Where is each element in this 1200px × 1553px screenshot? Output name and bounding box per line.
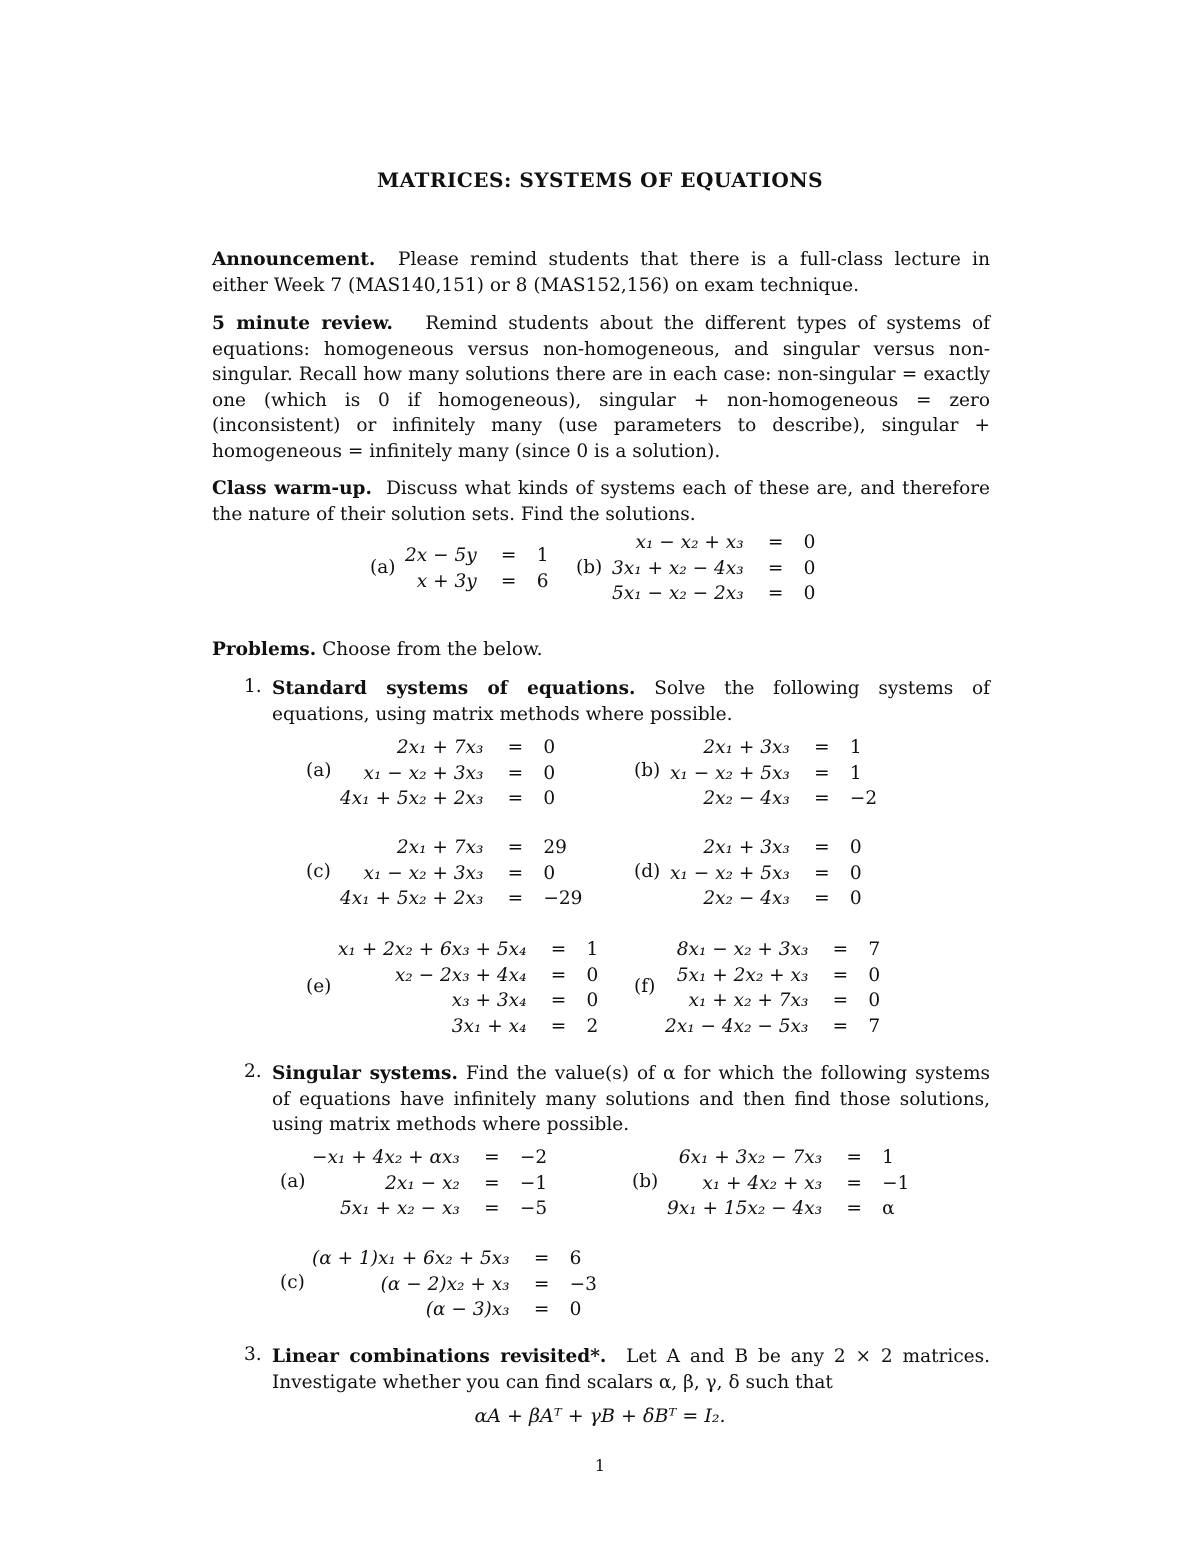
equation-lhs: 5x₁ + 2x₂ + x₃ — [676, 964, 809, 986]
problem-2-body: Find the value(s) of α for which the following systems of equations have infinitely many solutions and then find those solutions, using matrix methods where possible. — [272, 1063, 990, 1135]
equation-lhs: x₁ − x₂ + 5x₃ — [670, 762, 790, 784]
problem-1-body: Solve the following systems of equations, using matrix methods where possible. — [272, 678, 990, 725]
equation-rhs: 0 — [543, 788, 556, 809]
warmup-system-a — [405, 543, 548, 594]
equation-rhs: 0 — [543, 862, 556, 884]
equation-rhs: 0 — [543, 737, 556, 758]
equation-equals: = — [550, 964, 567, 986]
problem-2-heading: Singular systems. — [272, 1063, 458, 1084]
equation-row — [612, 581, 815, 607]
equation-rhs: 0 — [868, 964, 881, 986]
equation-row — [340, 735, 555, 761]
equation-rhs: 0 — [803, 557, 816, 579]
p2-system-c — [312, 1246, 597, 1323]
problem-2-text — [272, 1061, 990, 1138]
problem-3-body: Let A and B be any 2 × 2 matrices. Investigate whether you can find scalars α, β, γ, δ such that — [272, 1346, 991, 1393]
equation-lhs: 3x₁ + x₂ − 4x₃ — [612, 557, 744, 579]
equation-equals: = — [484, 1198, 500, 1219]
equation-row — [667, 1145, 909, 1171]
equation-rhs: 0 — [868, 990, 881, 1011]
equation-lhs: 2x₂ − 4x₃ — [703, 788, 790, 809]
equation-lhs: 2x₂ − 4x₃ — [703, 888, 790, 909]
equation-rhs: −1 — [519, 1172, 548, 1194]
review-heading: 5 minute review. — [212, 313, 393, 334]
p2-c-label: (c) — [280, 1272, 305, 1293]
equation-row — [670, 735, 877, 761]
equation-rhs: −2 — [849, 788, 878, 809]
equation-lhs: 2x₁ + 7x₃ — [396, 737, 484, 758]
equation-row — [665, 988, 880, 1014]
equation-equals: = — [484, 1147, 500, 1168]
equation-row — [670, 835, 862, 861]
equation-equals: = — [814, 888, 830, 909]
equation-row — [338, 937, 598, 963]
equation-equals: = — [846, 1198, 862, 1219]
equation-rhs: −2 — [519, 1147, 548, 1168]
equation-row — [667, 1196, 909, 1222]
equation-lhs: 4x₁ + 5x₂ + 2x₃ — [340, 788, 484, 809]
equation-lhs: (α + 1)x₁ + 6x₂ + 5x₃ — [312, 1248, 510, 1269]
problem-3-equation: αA + βAᵀ + γB + δBᵀ = I₂. — [474, 1405, 726, 1427]
equation-row — [405, 543, 548, 569]
equation-equals: = — [832, 939, 849, 960]
equation-lhs: 3x₁ + x₄ — [451, 1015, 527, 1037]
equation-row — [338, 1014, 598, 1040]
equation-row — [312, 1196, 547, 1222]
equation-equals: = — [767, 557, 784, 579]
equation-row — [405, 569, 548, 595]
equation-lhs: x₁ − x₂ + 5x₃ — [670, 862, 790, 884]
equation-rhs: 1 — [849, 762, 862, 784]
equation-row — [612, 556, 815, 582]
problem-1-number: 1. — [244, 676, 262, 697]
problem-3-text — [272, 1344, 990, 1395]
equation-rhs: 0 — [803, 532, 816, 553]
equation-lhs: x₁ + 2x₂ + 6x₃ + 5x₄ — [338, 939, 527, 960]
equation-row — [665, 963, 880, 989]
equation-lhs: −x₁ + 4x₂ + αx₃ — [312, 1147, 460, 1168]
p1-system-a — [340, 735, 555, 812]
equation-lhs: (α − 3)x₃ — [425, 1299, 510, 1320]
equation-equals: = — [550, 990, 567, 1011]
problem-1-heading: Standard systems of equations. — [272, 678, 636, 699]
equation-rhs: 0 — [849, 888, 862, 909]
p1-a-label: (a) — [306, 760, 332, 781]
p1-f-label: (f) — [634, 976, 656, 997]
equation-row — [312, 1297, 597, 1323]
warmup-b-label: (b) — [576, 557, 603, 578]
review-paragraph — [212, 311, 990, 464]
equation-rhs: 0 — [803, 583, 816, 604]
p1-system-c — [340, 835, 582, 912]
p1-e-label: (e) — [306, 976, 332, 997]
warmup-paragraph — [212, 476, 990, 527]
equation-rhs: 1 — [882, 1147, 894, 1168]
equation-rhs: 1 — [586, 939, 599, 960]
system-table — [665, 937, 880, 1039]
equation-lhs: 6x₁ + 3x₂ − 7x₃ — [678, 1147, 823, 1168]
system-table — [340, 735, 555, 812]
equation-lhs: x + 3y — [416, 570, 477, 592]
equation-equals: = — [500, 570, 517, 592]
announcement-paragraph — [212, 247, 990, 298]
p2-system-a — [312, 1145, 547, 1222]
equation-row — [340, 861, 582, 887]
equation-rhs: 7 — [868, 939, 881, 960]
equation-equals: = — [507, 737, 524, 758]
equation-rhs: −5 — [519, 1198, 548, 1219]
equation-row — [667, 1171, 909, 1197]
equation-lhs: x₃ + 3x₄ — [451, 990, 527, 1011]
equation-row — [312, 1145, 547, 1171]
system-table — [667, 1145, 909, 1222]
page-title: MATRICES: SYSTEMS OF EQUATIONS — [376, 168, 824, 192]
equation-lhs: 2x₁ + 3x₃ — [703, 837, 790, 858]
equation-lhs: 9x₁ + 15x₂ − 4x₃ — [667, 1198, 823, 1219]
equation-equals: = — [507, 788, 524, 809]
equation-lhs: x₁ + 4x₂ + x₃ — [702, 1172, 823, 1194]
equation-equals: = — [484, 1172, 500, 1194]
equation-equals: = — [500, 545, 517, 566]
page-number: 1 — [594, 1456, 606, 1475]
equation-equals: = — [832, 990, 849, 1011]
warmup-text: Discuss what kinds of systems each of these are, and therefore the nature of their solution sets. Find the solutions. — [212, 478, 990, 525]
p1-c-label: (c) — [306, 861, 331, 882]
equation-row — [340, 786, 555, 812]
equation-row — [670, 886, 862, 912]
equation-lhs: x₂ − 2x₃ + 4x₄ — [394, 964, 527, 986]
equation-row — [338, 988, 598, 1014]
problem-3-heading: Linear combinations revisited*. — [272, 1346, 607, 1367]
equation-equals: = — [832, 1015, 849, 1037]
equation-equals: = — [846, 1172, 862, 1194]
equation-lhs: 5x₁ + x₂ − x₃ — [340, 1198, 460, 1219]
equation-lhs: 5x₁ − x₂ − 2x₃ — [612, 583, 744, 604]
equation-lhs: 2x − 5y — [405, 545, 477, 566]
equation-lhs: x₁ + x₂ + 7x₃ — [688, 990, 809, 1011]
equation-rhs: 0 — [586, 964, 599, 986]
warmup-system-b — [612, 530, 815, 607]
p1-system-e — [338, 937, 598, 1039]
equation-equals: = — [507, 862, 524, 884]
equation-equals: = — [533, 1248, 550, 1269]
equation-equals: = — [832, 964, 849, 986]
equation-row — [338, 963, 598, 989]
system-table — [612, 530, 815, 607]
equation-row — [312, 1272, 597, 1298]
equation-rhs: 1 — [536, 545, 549, 566]
warmup-heading: Class warm-up. — [212, 478, 372, 499]
equation-equals: = — [814, 837, 830, 858]
equation-row — [340, 761, 555, 787]
system-table — [312, 1246, 597, 1323]
equation-rhs: −3 — [569, 1273, 597, 1295]
system-table — [312, 1145, 547, 1222]
problems-heading: Problems. — [212, 639, 317, 660]
equation-lhs: 2x₁ − 4x₂ − 5x₃ — [665, 1015, 809, 1037]
problem-3-number: 3. — [244, 1344, 262, 1365]
equation-lhs: x₁ − x₂ + x₃ — [635, 532, 744, 553]
equation-equals: = — [533, 1299, 550, 1320]
p1-system-b — [670, 735, 877, 812]
problem-2-number: 2. — [244, 1061, 262, 1082]
equation-equals: = — [767, 583, 784, 604]
equation-rhs: 29 — [543, 837, 567, 858]
equation-row — [670, 761, 877, 787]
equation-equals: = — [814, 862, 830, 884]
equation-rhs: α — [882, 1198, 895, 1219]
equation-rhs: 1 — [849, 737, 862, 758]
p1-system-f — [665, 937, 880, 1039]
announcement-heading: Announcement. — [212, 249, 376, 270]
problems-intro: Choose from the below. — [322, 639, 543, 660]
equation-rhs: 7 — [868, 1015, 881, 1037]
system-table — [405, 543, 548, 594]
equation-row — [340, 835, 582, 861]
system-table — [340, 835, 582, 912]
equation-lhs: 2x₁ + 7x₃ — [396, 837, 484, 858]
p1-b-label: (b) — [634, 760, 661, 781]
equation-equals: = — [767, 532, 784, 553]
equation-row — [312, 1171, 547, 1197]
p1-d-label: (d) — [634, 861, 661, 882]
equation-row — [312, 1246, 597, 1272]
equation-equals: = — [507, 837, 524, 858]
equation-row — [665, 937, 880, 963]
equation-equals: = — [533, 1273, 550, 1295]
equation-rhs: 0 — [586, 990, 599, 1011]
equation-equals: = — [814, 762, 830, 784]
system-table — [670, 735, 877, 812]
problem-1-text — [272, 676, 990, 727]
equation-lhs: 2x₁ + 3x₃ — [703, 737, 790, 758]
p1-system-d — [670, 835, 862, 912]
equation-lhs: (α − 2)x₂ + x₃ — [380, 1273, 510, 1295]
equation-equals: = — [507, 762, 524, 784]
warmup-a-label: (a) — [370, 557, 396, 578]
announcement-text: Please remind students that there is a full-class lecture in either Week 7 (MAS140,151) or 8 (MAS152,156) on exam technique. — [212, 249, 990, 296]
system-table — [338, 937, 598, 1039]
equation-row — [670, 786, 877, 812]
equation-rhs: −1 — [882, 1172, 910, 1194]
equation-equals: = — [814, 737, 830, 758]
equation-lhs: x₁ − x₂ + 3x₃ — [363, 762, 484, 784]
system-table — [670, 835, 862, 912]
equation-row — [670, 861, 862, 887]
equation-equals: = — [550, 939, 567, 960]
equation-rhs: 6 — [569, 1248, 582, 1269]
equation-rhs: 2 — [586, 1015, 599, 1037]
equation-lhs: 4x₁ + 5x₂ + 2x₃ — [340, 888, 484, 909]
equation-row — [665, 1014, 880, 1040]
equation-equals: = — [550, 1015, 567, 1037]
equation-lhs: 8x₁ − x₂ + 3x₃ — [676, 939, 809, 960]
review-text: Remind students about the different types of systems of equations: homogeneous versus non-homogeneous, and singular versus non-singular. Recall how many solutions there are in each case: non-singular = exactly one (which is 0 if homogeneous), singular + non-homogeneous = zero (inconsistent) or infinitely many (use parameters to describe), singular + homogeneous = infinitely many (since 0 is a solution). — [212, 313, 990, 462]
p2-system-b — [667, 1145, 909, 1222]
equation-equals: = — [814, 788, 830, 809]
equation-lhs: 2x₁ − x₂ — [385, 1172, 460, 1194]
equation-row — [340, 886, 582, 912]
equation-rhs: 0 — [849, 837, 862, 858]
equation-rhs: 0 — [569, 1299, 582, 1320]
p2-a-label: (a) — [280, 1171, 306, 1192]
equation-lhs: x₁ − x₂ + 3x₃ — [363, 862, 484, 884]
equation-equals: = — [507, 888, 524, 909]
equation-rhs: 0 — [849, 862, 862, 884]
equation-rhs: −29 — [543, 888, 583, 909]
equation-rhs: 0 — [543, 762, 556, 784]
equation-equals: = — [846, 1147, 862, 1168]
equation-row — [612, 530, 815, 556]
problems-paragraph — [212, 637, 990, 663]
equation-rhs: 6 — [536, 570, 549, 592]
p2-b-label: (b) — [632, 1171, 659, 1192]
